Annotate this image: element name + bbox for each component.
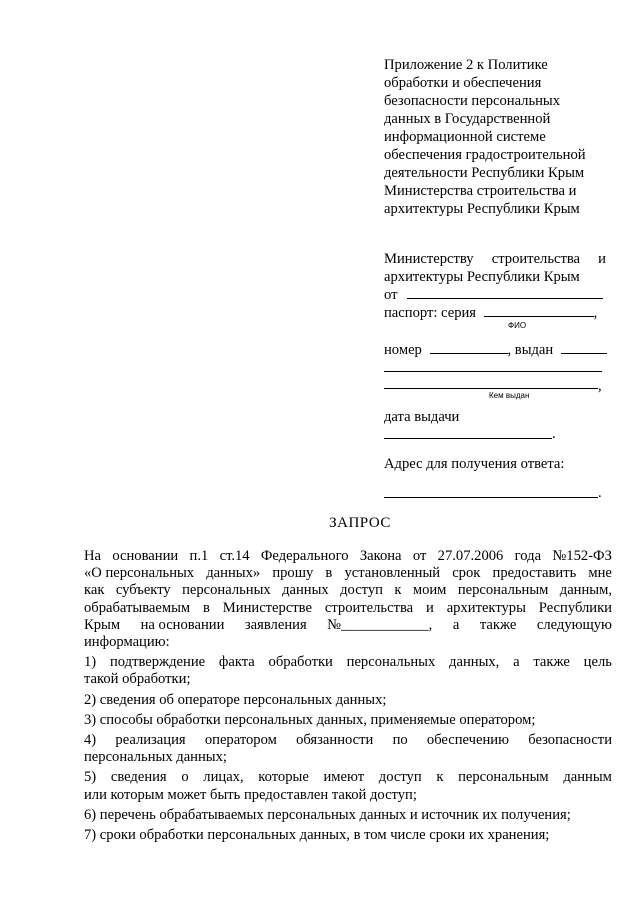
paragraph-last-line: 3) способы обработки персональных данных, применяемые оператором;	[84, 711, 536, 728]
word: реализация	[115, 732, 186, 749]
word: На	[84, 548, 102, 564]
word: обязанности	[296, 732, 374, 749]
word: следующую	[536, 616, 612, 633]
passport-label: паспорт: серия	[384, 305, 477, 321]
appendix-note	[384, 56, 614, 218]
recipient-line-1	[384, 250, 606, 268]
word: безопасности	[528, 732, 612, 749]
word: имеют	[323, 769, 365, 786]
word: данных»	[206, 565, 261, 582]
justified-line	[84, 617, 612, 634]
recipient-word: строительства	[491, 251, 581, 267]
number-row	[384, 341, 606, 359]
paragraph-last-line: 7) сроки обработки персональных данных, в том числе сроки их хранения;	[84, 827, 550, 844]
word: персональных	[346, 654, 436, 671]
word: данных	[282, 582, 329, 599]
word: данных,	[449, 654, 500, 671]
passport-row: паспорт: серия ,	[384, 305, 598, 321]
word: мне	[588, 565, 612, 582]
document-title: ЗАПРОС	[329, 515, 391, 531]
justified-line	[84, 582, 612, 599]
justified-line	[84, 548, 612, 565]
word: Крым	[84, 616, 121, 633]
word: установленный	[344, 565, 441, 582]
paragraph-last-line: персональных данных;	[84, 749, 227, 766]
word: года	[514, 548, 542, 564]
appendix-line: архитектуры Республики Крым	[384, 201, 580, 217]
word: от	[412, 548, 427, 564]
recipient-line-2: архитектуры Республики Крым	[384, 269, 580, 285]
word: срок	[452, 565, 481, 582]
issued-label: , выдан	[507, 342, 554, 358]
word: а	[513, 654, 520, 671]
word: №152-ФЗ	[552, 548, 612, 564]
list-item	[84, 692, 612, 709]
passport-number-field[interactable]	[430, 341, 508, 354]
word: субъекту	[115, 582, 171, 599]
issued-by-caption: Кем выдан	[489, 391, 530, 400]
passport-series-field[interactable]	[484, 304, 594, 317]
appendix-line: безопасности персональных	[384, 93, 561, 109]
fio-caption: ФИО	[508, 321, 527, 330]
word: 27.07.2006	[437, 548, 504, 564]
word: на основании	[140, 616, 225, 633]
number-label: номер	[384, 342, 422, 358]
word: «О персональных	[84, 565, 195, 582]
issued-by-field-line-2[interactable]	[384, 388, 598, 389]
justified-line	[84, 732, 612, 749]
word: в	[203, 599, 210, 616]
word: подтверждение	[109, 654, 206, 671]
word: персональным	[457, 582, 549, 599]
paragraph-last-line: или которым может быть предоставлен такой доступ;	[84, 786, 417, 803]
issued-field-start[interactable]	[561, 341, 607, 354]
issue-date-field[interactable]	[384, 438, 552, 439]
word: персональным	[458, 769, 549, 786]
word: факта	[218, 654, 255, 671]
list-item	[84, 712, 612, 729]
word: по	[392, 732, 408, 749]
word: обработки	[268, 654, 333, 671]
word: и	[426, 599, 434, 616]
word: Закона	[359, 548, 402, 564]
word: основании	[112, 548, 179, 564]
recipient-word: и	[598, 251, 606, 267]
word: также	[479, 616, 517, 633]
paragraph-last-line: 6) перечень обрабатываемых персональных данных и источник их получения;	[84, 806, 571, 823]
word: к	[436, 769, 444, 786]
word: а	[452, 616, 460, 633]
list-item	[84, 654, 612, 688]
answer-address-field[interactable]	[384, 497, 598, 498]
list-item	[84, 769, 612, 803]
request-body	[84, 548, 612, 844]
word: как	[84, 582, 105, 599]
justified-line	[84, 654, 612, 671]
answer-address-label: Адрес для получения ответа:	[384, 456, 565, 472]
from-row	[384, 286, 606, 304]
appendix-line: информационной системе	[384, 129, 546, 145]
word: также	[533, 654, 570, 671]
appendix-line: Приложение 2 к Политике	[384, 57, 548, 73]
list-item	[84, 807, 612, 824]
word: к	[394, 582, 402, 599]
word: ст.14	[219, 548, 250, 564]
appendix-line: данных в Государственной	[384, 111, 551, 127]
word: №____________,	[327, 616, 433, 633]
appendix-line: деятельности Республики Крым	[384, 165, 585, 181]
word: обеспечению	[426, 732, 510, 749]
justified-line	[84, 600, 612, 617]
word: 4)	[84, 732, 97, 749]
word: предоставить	[492, 565, 577, 582]
list-item	[84, 827, 612, 844]
intro-paragraph	[84, 548, 612, 651]
word: о	[181, 769, 189, 786]
word: 5)	[84, 769, 97, 786]
appendix-line: Министерства строительства и	[384, 183, 577, 199]
appendix-line: обеспечения градостроительной	[384, 147, 586, 163]
word: п.1	[189, 548, 209, 564]
paragraph-last-line: такой обработки;	[84, 671, 191, 688]
word: данным	[563, 769, 612, 786]
issued-by-field-line-1[interactable]	[384, 371, 602, 372]
word: Республики	[538, 599, 612, 616]
word: строительства	[324, 599, 414, 616]
word: сведения	[110, 769, 167, 786]
word: персональных	[182, 582, 271, 599]
word: в	[325, 565, 333, 582]
word: лицах,	[203, 769, 244, 786]
word: архитектуры	[446, 599, 526, 616]
word: цель	[583, 654, 612, 671]
from-fio-field[interactable]	[407, 286, 603, 299]
word: Федерального	[260, 548, 349, 564]
paragraph-last-line: информацию:	[84, 634, 170, 651]
appendix-line: обработки и обеспечения	[384, 75, 542, 91]
word: заявления	[244, 616, 307, 633]
recipient-word: Министерству	[384, 251, 474, 267]
word: прошу	[272, 565, 314, 582]
word: обрабатываемым	[84, 599, 191, 616]
justified-line	[84, 769, 612, 786]
from-label: от	[384, 287, 398, 303]
word: которые	[258, 769, 309, 786]
word: доступ	[378, 769, 422, 786]
word: оператором	[204, 732, 277, 749]
document-page: Приложение 2 к Политике обработки и обеспечения безопасности персональных данных в Государственной информационной системе обеспечения градостроительной деятельности Республики Крым Министерства строительства и архитектуры Республики Крым Министерству строительства и архитектуры Республики Крым от паспорт: серия , ФИО номер , выдан , Кем выдан дата выдачи . Адрес для получения ответа: . ЗАПРОС На основании п.1 ст.14 Федерального Закона от 27.07.2006 года №152-ФЗ «О персональных данных» прошу в установленный срок предоставить мне как субъекту персональных данных доступ к моим персональным данным, обрабатываемым в Министерстве строительства и архитектуры Республики Крым на основании заявления №____________, а также следующую информацию: 1) подтверждение факта обработки персональных данных, а также цель такой обработки; 2) сведения об операторе персональных данных; 3) способы обработки персональных данных, применяемые оператором; 4) реализация оператором обязанности по обеспечению безопасности персональных данных; 5) сведения о лицах, которые имеют доступ к персональным данным или которым может быть предоставлен такой доступ; 6) перечень обрабатываемых персональных данных и источник их получения; 7) сроки обработки персональных данных, в том числе сроки их хранения;	[0, 0, 640, 905]
issue-date-label: дата выдачи	[384, 409, 460, 425]
word: данным,	[559, 582, 612, 599]
justified-line	[84, 565, 612, 582]
word: моим	[412, 582, 447, 599]
paragraph-last-line: 2) сведения об операторе персональных данных;	[84, 691, 387, 708]
word: доступ	[340, 582, 383, 599]
word: Министерстве	[222, 599, 312, 616]
word: 1)	[84, 654, 97, 671]
list-item	[84, 732, 612, 766]
